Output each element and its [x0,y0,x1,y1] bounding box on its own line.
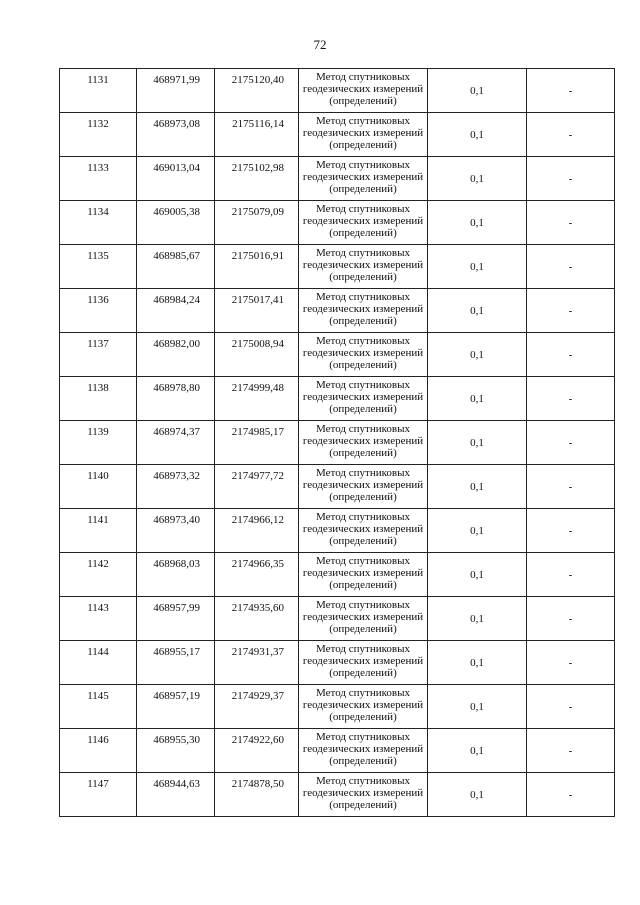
note-cell: - [527,553,615,597]
x-coordinate-cell: 468982,00 [137,333,215,377]
x-coordinate-cell: 468973,40 [137,509,215,553]
y-coordinate-cell: 2175120,40 [215,69,299,113]
method-cell [299,465,428,509]
method-line: (определений) [329,623,397,635]
table-row [60,553,615,597]
method-line: геодезических измерений [302,743,424,755]
y-coordinate-cell: 2174922,60 [215,729,299,773]
method-line: (определений) [329,535,397,547]
x-coordinate-cell: 468973,08 [137,113,215,157]
accuracy-cell: 0,1 [428,377,527,421]
method-cell [299,245,428,289]
method-line: геодезических измерений [302,567,424,579]
method-line: геодезических измерений [302,127,424,139]
method-cell [299,685,428,729]
accuracy-cell: 0,1 [428,157,527,201]
y-coordinate-cell: 2174929,37 [215,685,299,729]
table-row [60,597,615,641]
point-number-cell: 1144 [60,641,137,685]
method-line: (определений) [329,315,397,327]
accuracy-cell: 0,1 [428,245,527,289]
y-coordinate-cell: 2175102,98 [215,157,299,201]
point-number-cell: 1136 [60,289,137,333]
x-coordinate-cell: 469005,38 [137,201,215,245]
x-coordinate-cell: 468978,80 [137,377,215,421]
note-cell: - [527,685,615,729]
table-row [60,157,615,201]
method-line: Метод спутниковых [316,247,410,259]
point-number-cell: 1138 [60,377,137,421]
method-cell [299,333,428,377]
method-line: Метод спутниковых [316,159,410,171]
y-coordinate-cell: 2174966,12 [215,509,299,553]
x-coordinate-cell: 468955,30 [137,729,215,773]
page-number: 72 [313,37,327,52]
note-cell: - [527,69,615,113]
method-line: геодезических измерений [302,259,424,271]
method-line: (определений) [329,711,397,723]
point-number-cell: 1146 [60,729,137,773]
point-number-cell: 1135 [60,245,137,289]
accuracy-cell: 0,1 [428,773,527,817]
note-cell: - [527,597,615,641]
method-line: (определений) [329,359,397,371]
method-line: (определений) [329,227,397,239]
method-line: геодезических измерений [302,523,424,535]
y-coordinate-cell: 2174966,35 [215,553,299,597]
method-line: (определений) [329,95,397,107]
x-coordinate-cell: 468973,32 [137,465,215,509]
x-coordinate-cell: 468984,24 [137,289,215,333]
method-line: геодезических измерений [302,479,424,491]
accuracy-cell: 0,1 [428,509,527,553]
method-line: Метод спутниковых [316,599,410,611]
table-row [60,245,615,289]
point-number-cell: 1133 [60,157,137,201]
accuracy-cell: 0,1 [428,113,527,157]
method-line: Метод спутниковых [316,775,410,787]
method-line: (определений) [329,755,397,767]
point-number-cell: 1145 [60,685,137,729]
x-coordinate-cell: 469013,04 [137,157,215,201]
y-coordinate-cell: 2175079,09 [215,201,299,245]
method-cell [299,289,428,333]
method-line: геодезических измерений [302,655,424,667]
method-line: Метод спутниковых [316,115,410,127]
method-line: геодезических измерений [302,611,424,623]
x-coordinate-cell: 468957,19 [137,685,215,729]
method-line: (определений) [329,271,397,283]
method-line: Метод спутниковых [316,687,410,699]
method-line: геодезических измерений [302,171,424,183]
table-row [60,421,615,465]
method-line: Метод спутниковых [316,291,410,303]
accuracy-cell: 0,1 [428,421,527,465]
method-cell [299,201,428,245]
point-number-cell: 1131 [60,69,137,113]
point-number-cell: 1143 [60,597,137,641]
y-coordinate-cell: 2175116,14 [215,113,299,157]
method-line: Метод спутниковых [316,203,410,215]
method-cell [299,113,428,157]
method-line: Метод спутниковых [316,335,410,347]
y-coordinate-cell: 2174999,48 [215,377,299,421]
x-coordinate-cell: 468944,63 [137,773,215,817]
method-line: Метод спутниковых [316,467,410,479]
method-cell [299,773,428,817]
y-coordinate-cell: 2175008,94 [215,333,299,377]
method-line: геодезических измерений [302,303,424,315]
note-cell: - [527,509,615,553]
table-row [60,289,615,333]
table-row [60,377,615,421]
y-coordinate-cell: 2175016,91 [215,245,299,289]
method-cell [299,377,428,421]
note-cell: - [527,773,615,817]
y-coordinate-cell: 2174931,37 [215,641,299,685]
accuracy-cell: 0,1 [428,465,527,509]
table-row [60,729,615,773]
method-line: (определений) [329,403,397,415]
method-line: геодезических измерений [302,787,424,799]
table-row [60,113,615,157]
method-line: (определений) [329,799,397,811]
x-coordinate-cell: 468955,17 [137,641,215,685]
point-number-cell: 1139 [60,421,137,465]
x-coordinate-cell: 468957,99 [137,597,215,641]
note-cell: - [527,289,615,333]
point-number-cell: 1134 [60,201,137,245]
method-line: Метод спутниковых [316,423,410,435]
point-number-cell: 1140 [60,465,137,509]
note-cell: - [527,377,615,421]
y-coordinate-cell: 2174935,60 [215,597,299,641]
method-line: геодезических измерений [302,699,424,711]
method-line: Метод спутниковых [316,379,410,391]
method-line: Метод спутниковых [316,71,410,83]
note-cell: - [527,465,615,509]
table-row [60,685,615,729]
method-line: (определений) [329,491,397,503]
table-row [60,465,615,509]
point-number-cell: 1132 [60,113,137,157]
note-cell: - [527,245,615,289]
method-line: геодезических измерений [302,435,424,447]
x-coordinate-cell: 468974,37 [137,421,215,465]
method-line: Метод спутниковых [316,643,410,655]
y-coordinate-cell: 2174977,72 [215,465,299,509]
table-row [60,201,615,245]
y-coordinate-cell: 2175017,41 [215,289,299,333]
point-number-cell: 1142 [60,553,137,597]
method-cell [299,157,428,201]
method-cell [299,69,428,113]
method-cell [299,597,428,641]
method-line: (определений) [329,447,397,459]
method-line: (определений) [329,139,397,151]
accuracy-cell: 0,1 [428,289,527,333]
note-cell: - [527,333,615,377]
table-row [60,509,615,553]
method-cell [299,421,428,465]
table-row [60,773,615,817]
method-cell [299,553,428,597]
note-cell: - [527,113,615,157]
method-line: Метод спутниковых [316,511,410,523]
method-line: (определений) [329,183,397,195]
point-number-cell: 1147 [60,773,137,817]
accuracy-cell: 0,1 [428,333,527,377]
method-cell [299,641,428,685]
note-cell: - [527,201,615,245]
method-line: Метод спутниковых [316,555,410,567]
coordinates-table [59,68,615,817]
x-coordinate-cell: 468985,67 [137,245,215,289]
accuracy-cell: 0,1 [428,597,527,641]
method-line: (определений) [329,667,397,679]
note-cell: - [527,729,615,773]
x-coordinate-cell: 468968,03 [137,553,215,597]
table-row [60,333,615,377]
method-cell [299,509,428,553]
x-coordinate-cell: 468971,99 [137,69,215,113]
point-number-cell: 1137 [60,333,137,377]
accuracy-cell: 0,1 [428,685,527,729]
y-coordinate-cell: 2174985,17 [215,421,299,465]
method-cell [299,729,428,773]
note-cell: - [527,641,615,685]
method-line: геодезических измерений [302,83,424,95]
method-line: геодезических измерений [302,391,424,403]
method-line: (определений) [329,579,397,591]
method-line: геодезических измерений [302,215,424,227]
accuracy-cell: 0,1 [428,553,527,597]
y-coordinate-cell: 2174878,50 [215,773,299,817]
method-line: Метод спутниковых [316,731,410,743]
coordinates-table-body [60,69,615,817]
table-row [60,69,615,113]
point-number-cell: 1141 [60,509,137,553]
note-cell: - [527,421,615,465]
note-cell: - [527,157,615,201]
table-row [60,641,615,685]
accuracy-cell: 0,1 [428,641,527,685]
method-line: геодезических измерений [302,347,424,359]
accuracy-cell: 0,1 [428,201,527,245]
accuracy-cell: 0,1 [428,69,527,113]
accuracy-cell: 0,1 [428,729,527,773]
